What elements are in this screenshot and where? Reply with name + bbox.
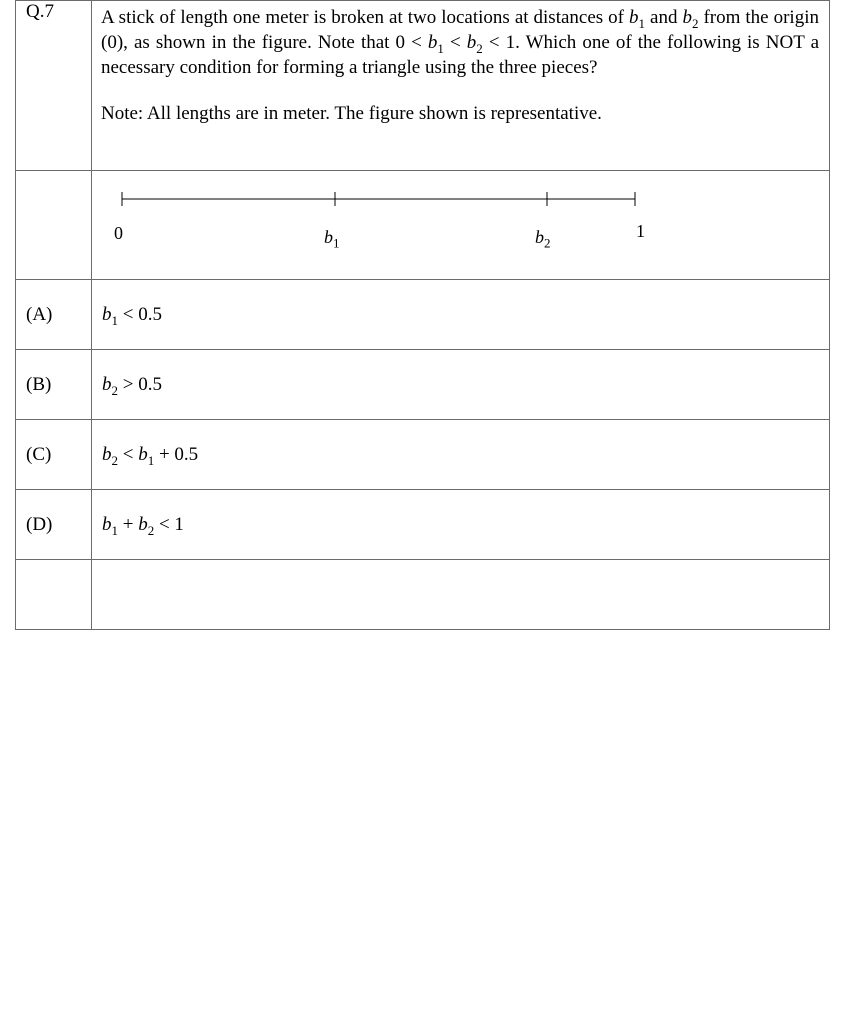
question-row [16,1,830,171]
option-a-row [16,280,830,350]
option-a-text: $b_1 < 0.5$ [102,303,162,328]
option-d-row [16,490,830,560]
stick-diagram [92,171,831,279]
option-d-label: (D) [26,513,53,535]
question-text: A stick of length one meter is broken at two locations at distances of $b_1$ and $b_2$ from the origin (0), as shown in the figure. Note that $0 < b_1 < b_2 < 1$. Which one of the following is NOT a necessary condition for forming a triangle using the three pieces? [101,7,819,78]
option-c-row [16,420,830,490]
label-b1: $b_1$ [324,227,340,251]
empty-row [16,560,830,630]
question-note: Note: All lengths are in meter. The figure shown is representative. [101,103,602,124]
question-number: Q.7 [26,1,54,22]
option-a-label: (A) [26,303,53,325]
label-origin: 0 [114,223,123,243]
option-c-text: $b_2 < b_1 + 0.5$ [102,443,199,468]
option-b-label: (B) [26,373,52,395]
option-d-text: $b_1 + b_2 < 1$ [102,513,184,538]
option-c-label: (C) [26,443,52,465]
figure-row [16,171,830,280]
label-b2: $b_2$ [535,227,551,251]
stick-figure [92,171,829,279]
option-b-row [16,350,830,420]
option-b-text: $b_2 > 0.5$ [102,373,162,398]
label-one: 1 [636,221,645,241]
question-stem [92,1,829,126]
question-table [15,0,830,630]
